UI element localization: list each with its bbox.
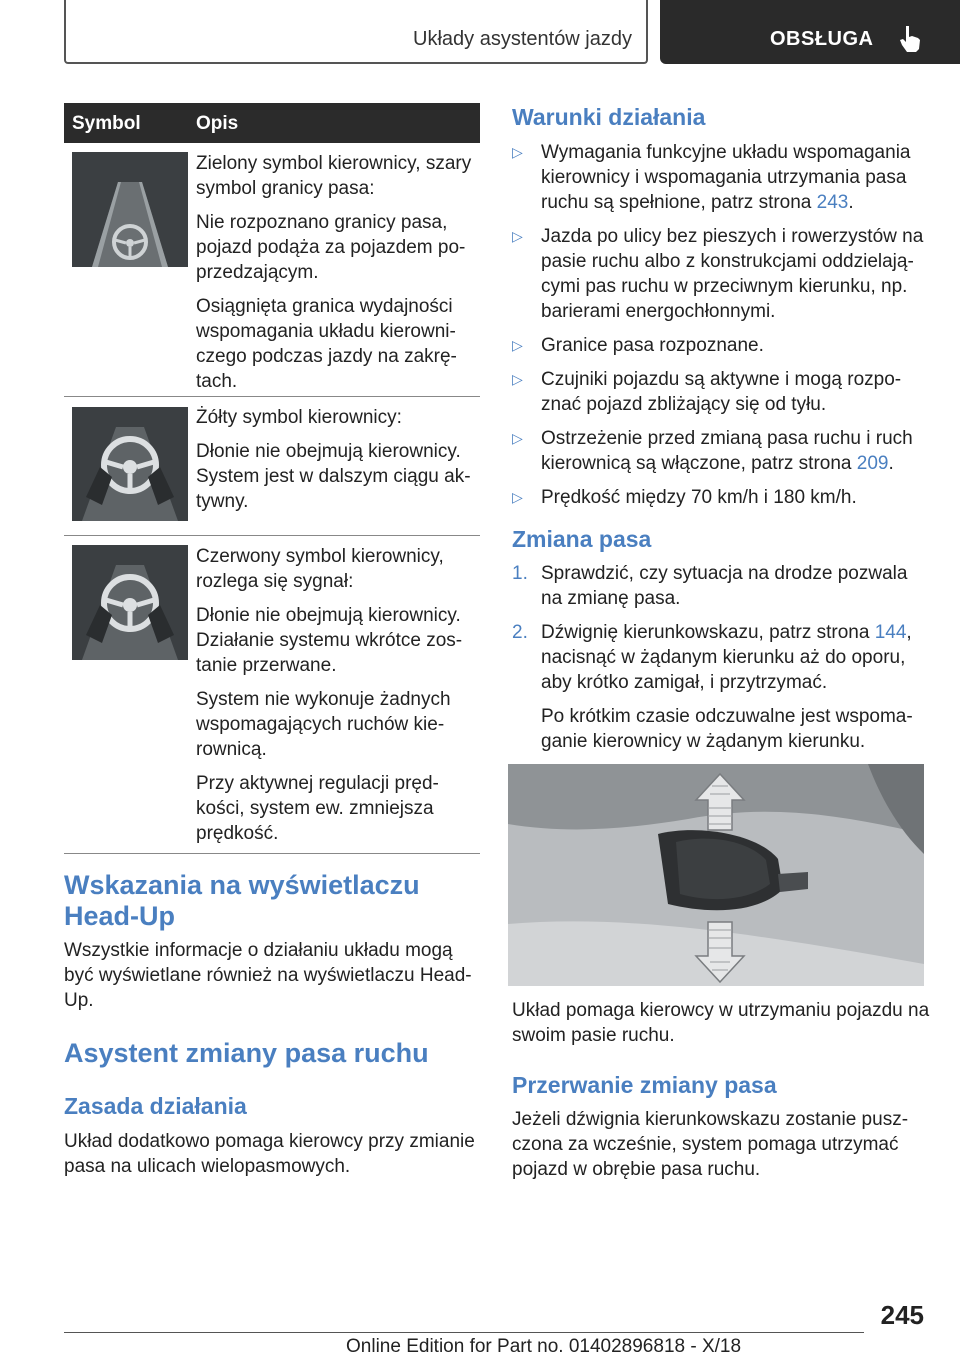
item-text: Jazda po ulicy bez pieszych i rowerzystów na pasie ruchu albo z konstrukcjami oddzielają-cymi pas ruchu w przeciwnym kierunku, np. barierami energochłonnymi.	[541, 226, 924, 322]
item-text: Ostrzeżenie przed zmianą pasa ruchu i ruch kierownicą są włączone, patrz strona	[541, 428, 913, 474]
row-line: Nie rozpoznano granicy pasa, pojazd podąża za pojazdem po-przedzającym.	[196, 212, 466, 283]
step-note: Po krótkim czasie odczuwalne jest wspoma-ganie kierownicy w żądanym kierunku.	[541, 706, 913, 752]
list-item	[512, 561, 932, 611]
row-line: Przy aktywnej regulacji pręd-kości, system ew. zmniejsza prędkość.	[196, 773, 439, 844]
triangle-bullet-icon: ▷	[512, 337, 523, 353]
footer-divider	[64, 1332, 864, 1333]
table-row	[64, 143, 480, 397]
list-item	[512, 367, 932, 417]
hud-text: Wszystkie informacje o działaniu układu mogą być wyświetlane również na wyświetlaczu Head-Up.	[64, 940, 472, 1011]
row-line: System nie wykonuje żadnych wspomagających ruchów kie-rownicą.	[196, 689, 451, 760]
row-line: Dłonie nie obejmują kierownicy. System jest w dalszym ciągu ak-tywny.	[196, 441, 471, 512]
row-line: Żółty symbol kierownicy:	[196, 407, 402, 428]
principle-heading: Zasada działania	[64, 1093, 247, 1119]
triangle-bullet-icon: ▷	[512, 489, 523, 505]
list-item	[512, 620, 932, 754]
list-item	[512, 140, 932, 215]
edition-footer: Online Edition for Part no. 01402896818 - X/18	[346, 1336, 742, 1357]
item-text: Dźwignię kierunkowskazu, patrz strona	[541, 622, 875, 643]
row-line: Czerwony symbol kierownicy, rozlega się sygnał:	[196, 546, 444, 592]
item-text: Wymagania funkcyjne układu wspomagania kierownicy i wspomagania utrzymania pasa ruchu są spełnione, patrz strona	[541, 142, 911, 213]
conditions-heading: Warunki działania	[512, 104, 706, 130]
row-line: Zielony symbol kierownicy, szary symbol granicy pasa:	[196, 153, 472, 199]
row-line: Osiągnięta granica wydajności wspomagania układu kierowni-czego podczas jazdy na zakrę-tach.	[196, 296, 457, 392]
steering-wheel-hands-yellow-icon	[72, 407, 188, 521]
row-line: Dłonie nie obejmują kierownicy. Działanie systemu wkrótce zos-tanie przerwane.	[196, 605, 463, 676]
triangle-bullet-icon: ▷	[512, 430, 523, 446]
table-row	[64, 397, 480, 536]
item-text: Czujniki pojazdu są aktywne i mogą rozpo-znać pojazd zbliżający się od tyłu.	[541, 369, 902, 415]
hand-pointer-icon	[896, 24, 924, 54]
page-number: 245	[880, 1300, 924, 1330]
page-link[interactable]: 243	[816, 192, 849, 213]
lca-heading: Asystent zmiany pasa ruchu	[64, 1038, 429, 1068]
step-number: 1.	[512, 563, 528, 584]
item-text: Sprawdzić, czy sytuacja na drodze pozwala na zmianę pasa.	[541, 563, 908, 609]
table-row	[64, 536, 480, 854]
page-link[interactable]: 144	[874, 622, 907, 643]
list-item	[512, 224, 932, 324]
abort-text: Jeżeli dźwignia kierunkowskazu zostanie pusz-czona za wcześnie, system pomaga utrzymać pojazd w obrębie pasa ruchu.	[512, 1109, 909, 1180]
col-desc-header: Opis	[196, 113, 239, 134]
row-description	[196, 397, 480, 514]
list-item	[512, 333, 932, 358]
header-section-box	[64, 0, 648, 64]
symbol-table	[64, 103, 480, 854]
triangle-bullet-icon: ▷	[512, 228, 523, 244]
list-item	[512, 485, 932, 510]
photo-caption: Układ pomaga kierowcy w utrzymaniu pojazdu na swoim pasie ruchu.	[512, 1000, 930, 1046]
principle-text: Układ dodatkowo pomaga kierowcy przy zmianie pasa na ulicach wielopasmowych.	[64, 1131, 475, 1177]
table-header	[64, 103, 480, 143]
triangle-bullet-icon: ▷	[512, 144, 523, 160]
steps-list	[512, 561, 932, 763]
triangle-bullet-icon: ▷	[512, 371, 523, 387]
conditions-list	[512, 140, 932, 519]
row-description	[196, 143, 480, 394]
list-item	[512, 426, 932, 476]
step-number: 2.	[512, 622, 528, 643]
steering-wheel-hands-red-icon	[72, 545, 188, 660]
item-tail: .	[848, 192, 854, 213]
abort-heading: Przerwanie zmiany pasa	[512, 1072, 777, 1098]
badge-label: OBSŁUGA	[770, 28, 874, 50]
page-link[interactable]: 209	[856, 453, 889, 474]
section-title: Układy asystentów jazdy	[413, 28, 632, 50]
row-description	[196, 536, 480, 846]
hud-heading: Wskazania na wyświetlaczu Head-Up	[64, 870, 420, 931]
item-text: Prędkość między 70 km/h i 180 km/h.	[541, 487, 857, 508]
steering-wheel-green-lane-icon	[72, 152, 188, 267]
item-tail: .	[888, 453, 894, 474]
section-badge	[660, 0, 960, 64]
turn-signal-lever-photo	[508, 764, 924, 986]
item-tail: , nacisnąć w żądanym kierunku aż do oporu, aby krótko zamigał, i przytrzymać.	[541, 622, 912, 693]
item-text: Granice pasa rozpoznane.	[541, 335, 764, 356]
col-symbol-header: Symbol	[72, 113, 141, 134]
change-heading: Zmiana pasa	[512, 526, 652, 552]
